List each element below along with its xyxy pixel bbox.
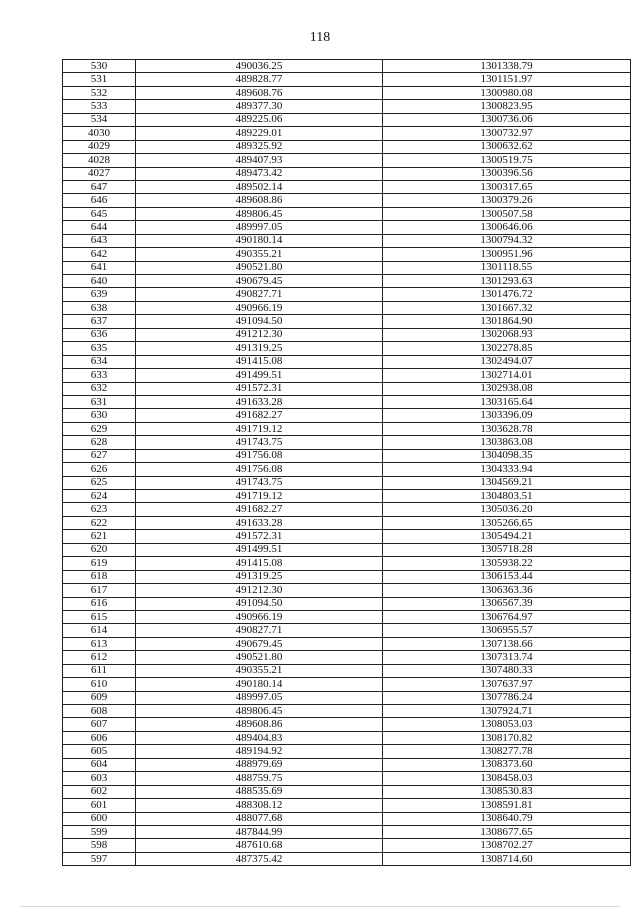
table-row (63, 167, 631, 180)
y-coordinate-cell: 1302938.08 (383, 382, 631, 395)
point-number-cell: 532 (63, 86, 136, 99)
table-row (63, 248, 631, 261)
y-coordinate-cell: 1304333.94 (383, 463, 631, 476)
point-number-cell: 628 (63, 436, 136, 449)
x-coordinate-cell: 490827.71 (136, 624, 383, 637)
y-coordinate-cell: 1303396.09 (383, 409, 631, 422)
page-number: 118 (309, 30, 331, 45)
x-coordinate-cell: 491319.25 (136, 342, 383, 355)
point-number-cell: 631 (63, 395, 136, 408)
x-coordinate-cell: 491682.27 (136, 503, 383, 516)
point-number-cell: 612 (63, 651, 136, 664)
y-coordinate-cell: 1300951.96 (383, 248, 631, 261)
coordinates-table (62, 59, 631, 866)
point-number-cell: 629 (63, 422, 136, 435)
point-number-cell: 4029 (63, 140, 136, 153)
x-coordinate-cell: 491572.31 (136, 530, 383, 543)
y-coordinate-cell: 1308702.27 (383, 839, 631, 852)
x-coordinate-cell: 491743.75 (136, 476, 383, 489)
x-coordinate-cell: 490521.80 (136, 261, 383, 274)
point-number-cell: 534 (63, 113, 136, 126)
table-row (63, 113, 631, 126)
x-coordinate-cell: 489404.83 (136, 731, 383, 744)
footer-divider (20, 906, 620, 907)
point-number-cell: 644 (63, 221, 136, 234)
x-coordinate-cell: 489806.45 (136, 207, 383, 220)
table-row (63, 785, 631, 798)
x-coordinate-cell: 489473.42 (136, 167, 383, 180)
table-row (63, 369, 631, 382)
table-row (63, 651, 631, 664)
x-coordinate-cell: 491682.27 (136, 409, 383, 422)
table-row (63, 812, 631, 825)
y-coordinate-cell: 1300317.65 (383, 180, 631, 193)
point-number-cell: 619 (63, 557, 136, 570)
y-coordinate-cell: 1300732.97 (383, 127, 631, 140)
y-coordinate-cell: 1305718.28 (383, 543, 631, 556)
y-coordinate-cell: 1306567.39 (383, 597, 631, 610)
y-coordinate-cell: 1308170.82 (383, 731, 631, 744)
point-number-cell: 633 (63, 369, 136, 382)
x-coordinate-cell: 491499.51 (136, 543, 383, 556)
y-coordinate-cell: 1302714.01 (383, 369, 631, 382)
point-number-cell: 635 (63, 342, 136, 355)
point-number-cell: 639 (63, 288, 136, 301)
point-number-cell: 597 (63, 852, 136, 865)
x-coordinate-cell: 490966.19 (136, 301, 383, 314)
x-coordinate-cell: 490827.71 (136, 288, 383, 301)
point-number-cell: 614 (63, 624, 136, 637)
point-number-cell: 611 (63, 664, 136, 677)
x-coordinate-cell: 489608.76 (136, 86, 383, 99)
table-row (63, 799, 631, 812)
x-coordinate-cell: 489194.92 (136, 745, 383, 758)
point-number-cell: 603 (63, 772, 136, 785)
y-coordinate-cell: 1303863.08 (383, 436, 631, 449)
table-row (63, 664, 631, 677)
table-row (63, 355, 631, 368)
y-coordinate-cell: 1303165.64 (383, 395, 631, 408)
x-coordinate-cell: 487375.42 (136, 852, 383, 865)
x-coordinate-cell: 489997.05 (136, 691, 383, 704)
y-coordinate-cell: 1301864.90 (383, 315, 631, 328)
y-coordinate-cell: 1301151.97 (383, 73, 631, 86)
point-number-cell: 4027 (63, 167, 136, 180)
point-number-cell: 624 (63, 490, 136, 503)
point-number-cell: 642 (63, 248, 136, 261)
point-number-cell: 621 (63, 530, 136, 543)
y-coordinate-cell: 1302278.85 (383, 342, 631, 355)
x-coordinate-cell: 491756.08 (136, 463, 383, 476)
x-coordinate-cell: 489225.06 (136, 113, 383, 126)
table-row (63, 490, 631, 503)
table-row (63, 436, 631, 449)
x-coordinate-cell: 491743.75 (136, 436, 383, 449)
point-number-cell: 616 (63, 597, 136, 610)
point-number-cell: 632 (63, 382, 136, 395)
table-row (63, 127, 631, 140)
table-row (63, 301, 631, 314)
y-coordinate-cell: 1308458.03 (383, 772, 631, 785)
table-row (63, 543, 631, 556)
x-coordinate-cell: 488308.12 (136, 799, 383, 812)
point-number-cell: 613 (63, 637, 136, 650)
x-coordinate-cell: 489608.86 (136, 194, 383, 207)
table-row (63, 731, 631, 744)
point-number-cell: 600 (63, 812, 136, 825)
x-coordinate-cell: 491499.51 (136, 369, 383, 382)
table-row (63, 154, 631, 167)
y-coordinate-cell: 1300823.95 (383, 100, 631, 113)
y-coordinate-cell: 1301338.79 (383, 60, 631, 73)
table-row (63, 825, 631, 838)
x-coordinate-cell: 489325.92 (136, 140, 383, 153)
x-coordinate-cell: 491633.28 (136, 395, 383, 408)
y-coordinate-cell: 1308373.60 (383, 758, 631, 771)
y-coordinate-cell: 1308277.78 (383, 745, 631, 758)
y-coordinate-cell: 1308530.83 (383, 785, 631, 798)
x-coordinate-cell: 490180.14 (136, 678, 383, 691)
y-coordinate-cell: 1300379.26 (383, 194, 631, 207)
x-coordinate-cell: 489377.30 (136, 100, 383, 113)
table-row (63, 207, 631, 220)
point-number-cell: 615 (63, 610, 136, 623)
table-row (63, 476, 631, 489)
table-row (63, 852, 631, 865)
y-coordinate-cell: 1307924.71 (383, 705, 631, 718)
y-coordinate-cell: 1301118.55 (383, 261, 631, 274)
y-coordinate-cell: 1305036.20 (383, 503, 631, 516)
table-row (63, 288, 631, 301)
x-coordinate-cell: 488979.69 (136, 758, 383, 771)
y-coordinate-cell: 1303628.78 (383, 422, 631, 435)
point-number-cell: 4030 (63, 127, 136, 140)
x-coordinate-cell: 489407.93 (136, 154, 383, 167)
y-coordinate-cell: 1300980.08 (383, 86, 631, 99)
point-number-cell: 626 (63, 463, 136, 476)
y-coordinate-cell: 1307637.97 (383, 678, 631, 691)
table-row (63, 637, 631, 650)
point-number-cell: 630 (63, 409, 136, 422)
point-number-cell: 610 (63, 678, 136, 691)
table-row (63, 140, 631, 153)
point-number-cell: 4028 (63, 154, 136, 167)
x-coordinate-cell: 491212.30 (136, 584, 383, 597)
x-coordinate-cell: 491415.08 (136, 557, 383, 570)
table-row (63, 382, 631, 395)
table-row (63, 745, 631, 758)
table-row (63, 261, 631, 274)
point-number-cell: 599 (63, 825, 136, 838)
point-number-cell: 617 (63, 584, 136, 597)
x-coordinate-cell: 491094.50 (136, 597, 383, 610)
y-coordinate-cell: 1304569.21 (383, 476, 631, 489)
x-coordinate-cell: 491572.31 (136, 382, 383, 395)
y-coordinate-cell: 1307313.74 (383, 651, 631, 664)
y-coordinate-cell: 1300396.56 (383, 167, 631, 180)
table-row (63, 718, 631, 731)
table-row (63, 624, 631, 637)
point-number-cell: 602 (63, 785, 136, 798)
point-number-cell: 601 (63, 799, 136, 812)
table-row (63, 570, 631, 583)
table-row (63, 503, 631, 516)
x-coordinate-cell: 490036.25 (136, 60, 383, 73)
y-coordinate-cell: 1300646.06 (383, 221, 631, 234)
y-coordinate-cell: 1308714.60 (383, 852, 631, 865)
x-coordinate-cell: 489806.45 (136, 705, 383, 718)
x-coordinate-cell: 487844.99 (136, 825, 383, 838)
table-row (63, 342, 631, 355)
point-number-cell: 598 (63, 839, 136, 852)
point-number-cell: 531 (63, 73, 136, 86)
table-row (63, 180, 631, 193)
point-number-cell: 607 (63, 718, 136, 731)
y-coordinate-cell: 1306955.57 (383, 624, 631, 637)
table-row (63, 422, 631, 435)
x-coordinate-cell: 490180.14 (136, 234, 383, 247)
table-row (63, 678, 631, 691)
point-number-cell: 637 (63, 315, 136, 328)
table-row (63, 516, 631, 529)
table-row (63, 557, 631, 570)
y-coordinate-cell: 1301667.32 (383, 301, 631, 314)
table-row (63, 584, 631, 597)
table-row (63, 86, 631, 99)
point-number-cell: 647 (63, 180, 136, 193)
y-coordinate-cell: 1305938.22 (383, 557, 631, 570)
y-coordinate-cell: 1302068.93 (383, 328, 631, 341)
x-coordinate-cell: 489997.05 (136, 221, 383, 234)
point-number-cell: 609 (63, 691, 136, 704)
point-number-cell: 641 (63, 261, 136, 274)
point-number-cell: 643 (63, 234, 136, 247)
table-row (63, 691, 631, 704)
point-number-cell: 618 (63, 570, 136, 583)
table-row (63, 221, 631, 234)
point-number-cell: 533 (63, 100, 136, 113)
point-number-cell: 622 (63, 516, 136, 529)
x-coordinate-cell: 491633.28 (136, 516, 383, 529)
x-coordinate-cell: 491719.12 (136, 422, 383, 435)
y-coordinate-cell: 1306363.36 (383, 584, 631, 597)
x-coordinate-cell: 489502.14 (136, 180, 383, 193)
point-number-cell: 636 (63, 328, 136, 341)
y-coordinate-cell: 1300519.75 (383, 154, 631, 167)
point-number-cell: 605 (63, 745, 136, 758)
point-number-cell: 646 (63, 194, 136, 207)
point-number-cell: 620 (63, 543, 136, 556)
x-coordinate-cell: 487610.68 (136, 839, 383, 852)
y-coordinate-cell: 1300736.06 (383, 113, 631, 126)
table-row (63, 194, 631, 207)
x-coordinate-cell: 490521.80 (136, 651, 383, 664)
x-coordinate-cell: 488759.75 (136, 772, 383, 785)
x-coordinate-cell: 491415.08 (136, 355, 383, 368)
table-row (63, 409, 631, 422)
table-row (63, 100, 631, 113)
y-coordinate-cell: 1305494.21 (383, 530, 631, 543)
x-coordinate-cell: 491319.25 (136, 570, 383, 583)
y-coordinate-cell: 1308677.65 (383, 825, 631, 838)
table-row (63, 530, 631, 543)
x-coordinate-cell: 490355.21 (136, 664, 383, 677)
point-number-cell: 645 (63, 207, 136, 220)
x-coordinate-cell: 489828.77 (136, 73, 383, 86)
table-row (63, 597, 631, 610)
y-coordinate-cell: 1307786.24 (383, 691, 631, 704)
table-row (63, 772, 631, 785)
y-coordinate-cell: 1300632.62 (383, 140, 631, 153)
y-coordinate-cell: 1300794.32 (383, 234, 631, 247)
x-coordinate-cell: 489229.01 (136, 127, 383, 140)
table-row (63, 234, 631, 247)
x-coordinate-cell: 488077.68 (136, 812, 383, 825)
point-number-cell: 604 (63, 758, 136, 771)
table-row (63, 60, 631, 73)
table-row (63, 610, 631, 623)
point-number-cell: 634 (63, 355, 136, 368)
table-row (63, 315, 631, 328)
point-number-cell: 608 (63, 705, 136, 718)
x-coordinate-cell: 490355.21 (136, 248, 383, 261)
point-number-cell: 625 (63, 476, 136, 489)
y-coordinate-cell: 1306153.44 (383, 570, 631, 583)
x-coordinate-cell: 488535.69 (136, 785, 383, 798)
y-coordinate-cell: 1308053.03 (383, 718, 631, 731)
x-coordinate-cell: 491756.08 (136, 449, 383, 462)
table-row (63, 395, 631, 408)
y-coordinate-cell: 1305266.65 (383, 516, 631, 529)
x-coordinate-cell: 490679.45 (136, 275, 383, 288)
point-number-cell: 638 (63, 301, 136, 314)
point-number-cell: 606 (63, 731, 136, 744)
point-number-cell: 640 (63, 275, 136, 288)
y-coordinate-cell: 1302494.07 (383, 355, 631, 368)
x-coordinate-cell: 491212.30 (136, 328, 383, 341)
y-coordinate-cell: 1304098.35 (383, 449, 631, 462)
table-row (63, 73, 631, 86)
table-row (63, 839, 631, 852)
point-number-cell: 623 (63, 503, 136, 516)
y-coordinate-cell: 1307480.33 (383, 664, 631, 677)
table-row (63, 705, 631, 718)
y-coordinate-cell: 1306764.97 (383, 610, 631, 623)
table-row (63, 758, 631, 771)
y-coordinate-cell: 1308640.79 (383, 812, 631, 825)
x-coordinate-cell: 491719.12 (136, 490, 383, 503)
x-coordinate-cell: 489608.86 (136, 718, 383, 731)
y-coordinate-cell: 1308591.81 (383, 799, 631, 812)
x-coordinate-cell: 490679.45 (136, 637, 383, 650)
point-number-cell: 530 (63, 60, 136, 73)
table-row (63, 449, 631, 462)
table-row (63, 328, 631, 341)
y-coordinate-cell: 1301476.72 (383, 288, 631, 301)
x-coordinate-cell: 491094.50 (136, 315, 383, 328)
y-coordinate-cell: 1304803.51 (383, 490, 631, 503)
table-row (63, 275, 631, 288)
y-coordinate-cell: 1300507.58 (383, 207, 631, 220)
point-number-cell: 627 (63, 449, 136, 462)
coordinates-table-body (63, 60, 631, 866)
table-row (63, 463, 631, 476)
y-coordinate-cell: 1307138.66 (383, 637, 631, 650)
y-coordinate-cell: 1301293.63 (383, 275, 631, 288)
x-coordinate-cell: 490966.19 (136, 610, 383, 623)
